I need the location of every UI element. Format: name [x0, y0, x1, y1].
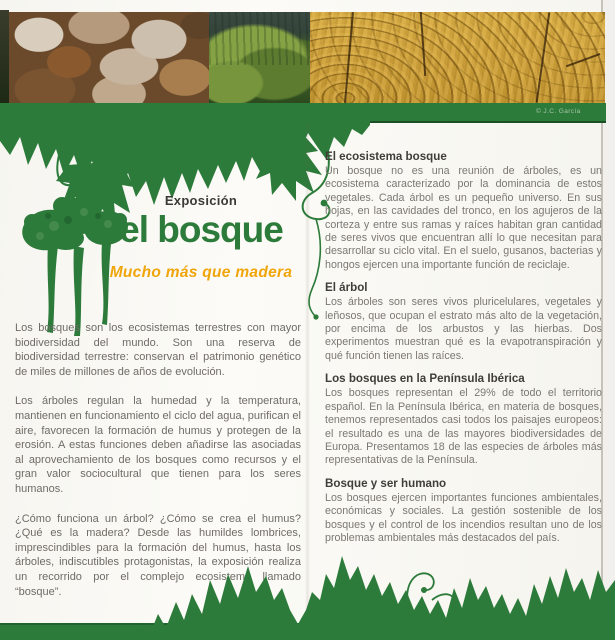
- photo-wood-growth-rings: [310, 12, 605, 103]
- section-peninsula: [325, 372, 602, 467]
- cover-paragraph: Los bosques son los ecosistemas terrestres con mayor biodiversidad del mundo. Son una reserva de biodiversidad terrestre: conservan el patrimonio genético de miles de millones de años de evolución.: [15, 322, 301, 378]
- photo-forest-hillside: [209, 12, 310, 103]
- section-body: Los árboles son seres vivos pluricelulares, vegetales y leñosos, que ocupan el estrato más alto de la vegetación, por encima de los arbustos y las hierbas. Dos experimentos muestran qué es la evapotranspiración y qué función tienen las raíces.: [325, 296, 602, 362]
- section-ser-humano: [325, 477, 602, 546]
- wood-crack: [420, 12, 426, 76]
- section-heading: El árbol: [325, 281, 368, 295]
- photo-credit: © J.C. García: [536, 108, 581, 115]
- section-body: Un bosque no es una reunión de árboles, es un ecosistema caracterizado por la dominancia de estos vegetales. Cada árbol es un pequeño universo. En sus hojas, en las cavidades del tronco, en los agujeros de la corteza y entre sus ramas y raíces habitan gran cantidad de seres vivos que encuentran allí lo que necesitan para desarrollar su ciclo vital. En el suelo, gusanos, bacterias y hongos ejercen una importante función de reciclaje.: [325, 165, 602, 271]
- green-band: [0, 103, 606, 122]
- tendril-graphic: [407, 573, 454, 604]
- section-arbol: [325, 281, 602, 363]
- brochure-tagline: Mucho más que madera: [109, 264, 293, 281]
- wood-crack: [344, 12, 354, 103]
- wood-crack: [566, 53, 601, 67]
- exposicion-kicker: Exposición: [164, 193, 238, 208]
- conifer-texture: [209, 12, 310, 65]
- section-ecosistema: [325, 150, 602, 272]
- wood-crack: [536, 12, 551, 102]
- cover-paragraph: Los árboles regulan la humedad y la temperatura, mantienen en funcionamiento el ciclo del agua, purifican el aire, favorecen la formación de humus y protegen de la erosión. A estas funciones deben añadirse las asociadas al aprovechamiento de los bosques como recursos y el gran valor sociocultural que tienen para los seres humanos.: [15, 395, 301, 495]
- inside-panel: [325, 150, 602, 554]
- photo-dried-oak-leaves: [9, 12, 209, 103]
- section-body: Los bosques representan el 29% de todo el territorio español. En la Península Ibérica, en materia de bosques, tenemos representados casi todos los paisajes europeos: el resultado es una de las mayores biodiversidades de Europa. Presentamos 18 de las especies de árboles más representativas de la Península.: [325, 387, 602, 467]
- cover-header: [106, 193, 296, 282]
- brochure-title: el bosque: [119, 209, 283, 250]
- section-body: Los bosques ejercen importantes funciones ambientales, económicas y sociales. La gestión sostenible de los bosques y el control de los incendios resultan uno de los problemas ambientales más destacados del país.: [325, 491, 602, 544]
- bottom-leaves-graphic: [0, 540, 615, 640]
- cover-paragraph: ¿Cómo funciona un árbol? ¿Cómo se crea el humus? ¿Qué es la madera? Desde las humildes lombrices, imprescindibles para la formación del humus, hasta los árboles, indiscutibles protagonistas, la exposición realiza un recorrido por el complejo ecosistema llamado “bosque”.: [15, 512, 301, 598]
- section-heading: Bosque y ser humano: [325, 476, 447, 490]
- section-heading: El ecosistema bosque: [325, 150, 447, 163]
- section-heading: Los bosques en la Península Ibérica: [325, 372, 525, 386]
